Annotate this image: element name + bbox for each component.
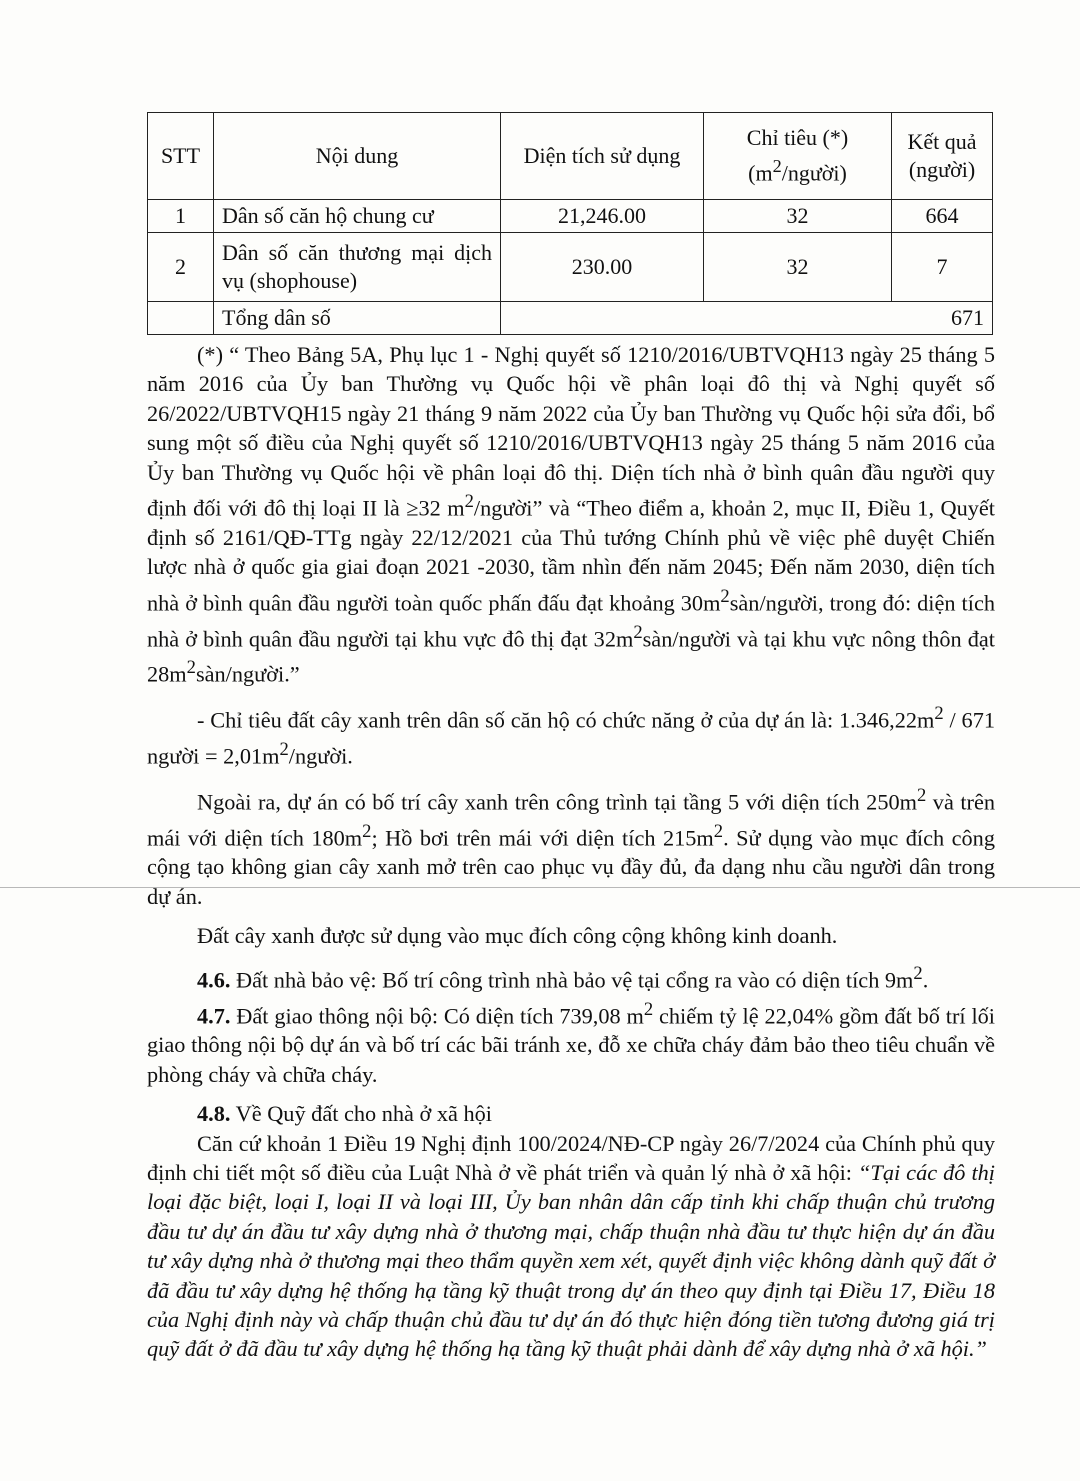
superscript: 2	[362, 820, 372, 842]
public-use-paragraph: Đất cây xanh được sử dụng vào mục đích công cộng không kinh doanh.	[197, 923, 838, 949]
superscript: 2	[720, 585, 730, 607]
header-norm	[704, 113, 892, 200]
superscript: 2	[916, 784, 927, 806]
section-title: Về Quỹ đất cho nhà ở xã hội	[230, 1101, 492, 1127]
footnote-paragraph	[147, 340, 995, 689]
green-text-3: /người.	[288, 743, 353, 769]
extra-text-2: và trên mái với diện tích 180m	[147, 789, 996, 851]
green-ratio-paragraph	[147, 699, 995, 771]
scan-line	[0, 887, 1080, 888]
superscript: 2	[633, 621, 643, 643]
superscript: 2	[186, 657, 196, 679]
extra-text-4: . Sử dụng vào mục đích công cộng tạo không gian cây xanh mở trên cao phục vụ đầy đủ, đa dạng nhu cầu người dân trong dự án.	[147, 825, 995, 909]
footnote-text-4: sàn/người và tại khu vực nông thôn đạt 28m	[147, 625, 995, 687]
table-header-row	[148, 113, 993, 200]
total-label: Tổng dân số	[214, 302, 501, 335]
cell-result: 664	[892, 200, 993, 233]
header-norm-unit-pre: (m	[748, 160, 773, 186]
superscript: 2	[464, 491, 474, 513]
footnote-text-1: (*) “ Theo Bảng 5A, Phụ lục 1 - Nghị quyết số 1210/2016/UBTVQH13 ngày 25 tháng 5 năm 2016 của Ủy ban Thường vụ Quốc hội về phân loại đô thị và Nghị quyết số 26/2022/UBTVQH15 ngày 21 tháng 9 năm 2022 của Ủy ban Thường vụ Quốc hội sửa đổi, bổ sung một số điều của Nghị quyết số 1210/2016/UBTVQH13 ngày 25 tháng 5 năm 2016 của Ủy ban Thường vụ Quốc hội về phân loại đô thị. Diện tích nhà ở bình quân đầu người quy định đối với đô thị loại II là ≥32 m	[147, 342, 995, 521]
section-number: 4.7.	[197, 1002, 231, 1028]
population-table	[147, 112, 993, 335]
cell-empty	[148, 302, 214, 335]
table-row	[148, 233, 993, 302]
superscript: 2	[913, 962, 923, 984]
superscript: 2	[934, 703, 944, 725]
cell-content: Dân số căn hộ chung cư	[214, 200, 501, 233]
header-area: Diện tích sử dụng	[501, 113, 704, 200]
footnote-text-2: /người” và “Theo điểm a, khoản 2, mục II, Điều 1, Quyết định số 2161/QĐ-TTg ngày 22/12/2021 của Thủ tướng Chính phủ về việc phê duyệt Chiến lược nhà ở quốc gia giai đoạn 2021 -2030, tầm nhìn đến năm 2045; Đến năm 2030, diện tích nhà ở bình quân đầu người toàn quốc phấn đấu đạt khoảng 30m	[147, 495, 995, 616]
table-total-row	[148, 302, 993, 335]
header-norm-unit-post: /người)	[781, 160, 847, 186]
header-norm-line1: Chỉ tiêu (*)	[746, 125, 849, 151]
cell-area: 21,246.00	[501, 200, 704, 233]
cell-stt: 1	[148, 200, 214, 233]
section-4-8-heading	[147, 1099, 995, 1128]
superscript: 2	[643, 998, 654, 1020]
green-text-2: / 671 người = 2,01m	[147, 707, 995, 769]
footnote-text-5: sàn/người.”	[195, 661, 300, 687]
cell-area: 230.00	[501, 233, 704, 302]
cell-content: Dân số căn thương mại dịch vụ (shophouse)	[214, 233, 501, 302]
extra-text-1: Ngoài ra, dự án có bố trí cây xanh trên công trình tại tầng 5 với diện tích 250m	[197, 789, 917, 815]
header-stt: STT	[148, 113, 214, 200]
extra-green-paragraph	[147, 781, 995, 911]
section-number: 4.8.	[197, 1101, 231, 1127]
section-text-end: .	[922, 967, 929, 993]
header-result-line1: Kết quả	[907, 129, 977, 154]
section-4-6	[147, 959, 995, 995]
decree-quote: “Tại các đô thị loại đặc biệt, loại I, loại II và loại III, Ủy ban nhân dân cấp tỉnh khi chấp thuận chủ trương đầu tư dự án đầu tư xây dựng nhà ở thương mại, chấp thuận nhà đầu tư thực hiện dự án đầu tư xây dựng nhà ở thương mại theo thẩm quyền xem xét, quyết định việc không dành quỹ đất ở đã đầu tư xây dựng hệ thống hạ tầng kỹ thuật trong dự án theo quy định tại Điều 17, Điều 18 của Nghị định này và chấp thuận chủ đầu tư dự án đó thực hiện đóng tiền tương đương giá trị quỹ đất ở đã đầu tư xây dựng hệ thống hạ tầng kỹ thuật phải dành để xây dựng nhà ở xã hội.”	[147, 1159, 995, 1362]
section-4-8-body	[147, 1129, 995, 1364]
header-norm-unit-sup: 2	[772, 156, 782, 177]
cell-norm: 32	[704, 200, 892, 233]
section-number: 4.6.	[197, 967, 231, 993]
section-text-end: chiếm tỷ lệ 22,04% gồm đất bố trí lối giao thông nội bộ dự án và bố trí các bãi tránh xe, đỗ xe chữa cháy đảm bảo theo tiêu chuẩn về phòng cháy và chữa cháy.	[147, 1002, 995, 1087]
cell-result: 7	[892, 233, 993, 302]
cell-norm: 32	[704, 233, 892, 302]
header-result-line2: (người)	[908, 157, 976, 182]
superscript: 2	[713, 820, 724, 842]
section-text: Đất nhà bảo vệ: Bố trí công trình nhà bảo vệ tại cổng ra vào có diện tích 9m	[230, 967, 914, 993]
table-row	[148, 200, 993, 233]
total-value: 671	[501, 302, 993, 335]
header-content: Nội dung	[214, 113, 501, 200]
cell-stt: 2	[148, 233, 214, 302]
document-body	[147, 340, 995, 1364]
header-result	[892, 113, 993, 200]
green-text-1: - Chỉ tiêu đất cây xanh trên dân số căn hộ có chức năng ở của dự án là: 1.346,22m	[197, 707, 935, 733]
section-4-7	[147, 995, 995, 1090]
footnote-text-3: sàn/người, trong đó: diện tích nhà ở bình quân đầu người tại khu vực đô thị đạt 32m	[147, 590, 995, 651]
section-text: Căn cứ khoản 1 Điều 19 Nghị định 100/2024/NĐ-CP ngày 26/7/2024 của Chính phủ quy định chi tiết một số điều của Luật Nhà ở về phát triển và quản lý nhà ở xã hội:	[147, 1130, 995, 1185]
superscript: 2	[279, 738, 289, 760]
section-text: Đất giao thông nội bộ: Có diện tích 739,08 m	[230, 1002, 644, 1028]
extra-text-3: ; Hồ bơi trên mái với diện tích 215m	[371, 825, 714, 851]
